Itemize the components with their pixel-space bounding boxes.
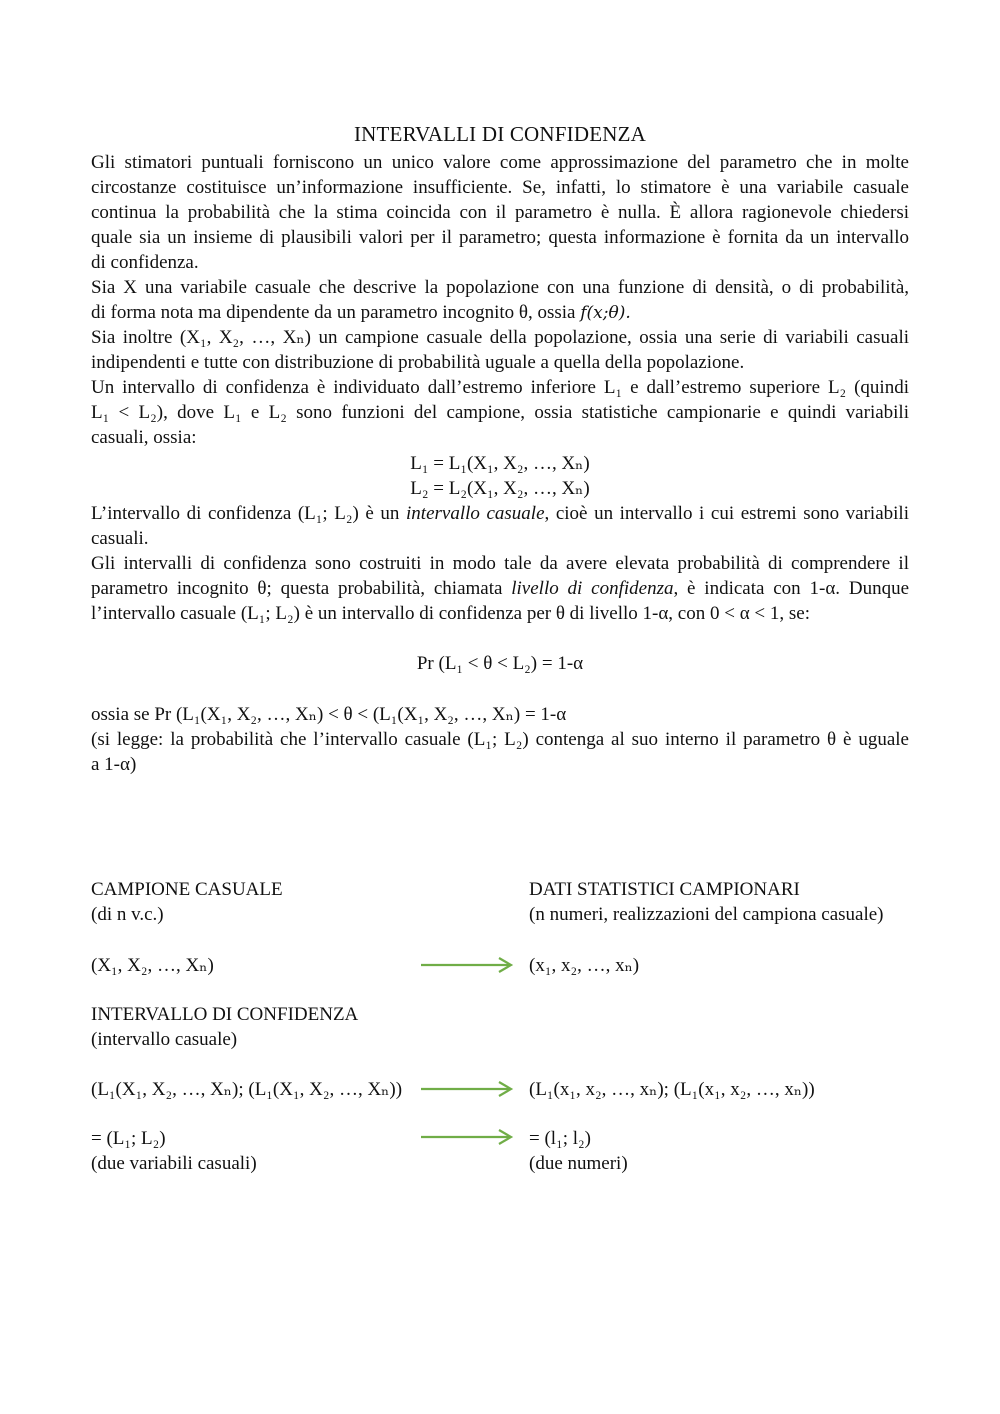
scheme-left-subheading: (di n v.c.) (91, 904, 164, 925)
equation-l1: L₁ = L₁(X₁, X₂, …, Xₙ) (410, 453, 590, 474)
density-formula: f(x;θ). (580, 303, 631, 323)
scheme-row3-left-note: (due variabili casuali) (91, 1153, 257, 1174)
scheme-row1-right: (x₁, x₂, …, xₙ) (529, 955, 640, 976)
paragraph-line (91, 501, 909, 526)
scheme-left-heading-2: INTERVALLO DI CONFIDENZA (91, 1004, 359, 1025)
scheme-row3-right: = (l₁; l₂) (529, 1128, 591, 1149)
text-span: L’intervallo di confidenza (L₁; L₂) è un (91, 503, 407, 524)
scheme-left-heading: CAMPIONE CASUALE (91, 879, 283, 900)
scheme-row2-right: (L₁(x₁, x₂, …, xₙ); (L₁(x₁, x₂, …, xₙ)) (529, 1079, 815, 1100)
right-arrow-icon (420, 1079, 514, 1099)
right-arrow-icon (420, 1127, 514, 1147)
paragraph-line: Sia X una variabile casuale che descrive la popolazione con una funzione di densità, o di probabilità, (91, 277, 909, 298)
paragraph-line: casuali. (91, 528, 149, 549)
paragraph-line: a 1-α) (91, 754, 137, 775)
paragraph-line: Sia inoltre (X₁, X₂, …, Xₙ) un campione casuale della popolazione, ossia una serie di variabili casuali (91, 327, 909, 348)
paragraph-line: di confidenza. (91, 252, 199, 273)
scheme-row3-right-note: (due numeri) (529, 1153, 628, 1174)
page-title: INTERVALLI DI CONFIDENZA (353, 122, 647, 146)
paragraph-line: casuali, ossia: (91, 427, 197, 448)
paragraph-line: (si legge: la probabilità che l’intervallo casuale (L₁; L₂) contenga al suo interno il parametro θ è uguale (91, 729, 909, 750)
italic-term: livello di confidenza (511, 578, 674, 599)
scheme-row2-left: (L₁(X₁, X₂, …, Xₙ); (L₁(X₁, X₂, …, Xₙ)) (91, 1079, 403, 1100)
text-span: , è indicata con 1-α. Dunque (673, 578, 909, 599)
paragraph-line: ossia se Pr (L₁(X₁, X₂, …, Xₙ) < θ < (L₁(X₁, X₂, …, Xₙ) = 1-α (91, 704, 567, 725)
paragraph-line: indipendenti e tutte con distribuzione di probabilità uguale a quella della popolazione. (91, 352, 745, 373)
paragraph-line (91, 576, 909, 601)
scheme-row1-left: (X₁, X₂, …, Xₙ) (91, 955, 214, 976)
paragraph-line: quale sia un insieme di plausibili valori per il parametro; questa informazione è fornita da un intervallo (91, 227, 909, 248)
scheme-row3-left: = (L₁; L₂) (91, 1128, 166, 1149)
paragraph-line: l’intervallo casuale (L₁; L₂) è un intervallo di confidenza per θ di livello 1-α, con 0 < α < 1, se: (91, 603, 810, 624)
italic-term: intervallo casuale (406, 503, 545, 524)
paragraph-line (91, 300, 909, 326)
paragraph-line: Un intervallo di confidenza è individuato dall’estremo inferiore L₁ e dall’estremo superiore L₂ (quindi (91, 377, 909, 398)
text-span: di forma nota ma dipendente da un parametro incognito θ, ossia (91, 302, 581, 323)
equation-l2: L₂ = L₂(X₁, X₂, …, Xₙ) (410, 478, 590, 499)
equation-probability: Pr (L₁ < θ < L₂) = 1-α (416, 653, 584, 674)
scheme-right-heading: DATI STATISTICI CAMPIONARI (529, 879, 800, 900)
paragraph-line: Gli intervalli di confidenza sono costruiti in modo tale da avere elevata probabilità di comprendere il (91, 553, 909, 574)
paragraph-line: L₁ < L₂), dove L₁ e L₂ sono funzioni del campione, ossia statistiche campionarie e quindi variabili (91, 402, 909, 423)
right-arrow-icon (420, 955, 514, 975)
paragraph-line: circostanze costituisce un’informazione insufficiente. Se, infatti, lo stimatore è una variabile casuale (91, 177, 909, 198)
paragraph-line: Gli stimatori puntuali forniscono un unico valore come approssimazione del parametro che in molte (91, 152, 909, 173)
text-span: , cioè un intervallo i cui estremi sono variabili (544, 503, 909, 524)
scheme-right-subheading: (n numeri, realizzazioni del campiona casuale) (529, 904, 884, 925)
text-span: parametro incognito θ; questa probabilità, chiamata (91, 578, 512, 599)
paragraph-line: continua la probabilità che la stima coincida con il parametro è nulla. È allora ragionevole chiedersi (91, 202, 909, 223)
scheme-left-subheading-2: (intervallo casuale) (91, 1029, 238, 1050)
